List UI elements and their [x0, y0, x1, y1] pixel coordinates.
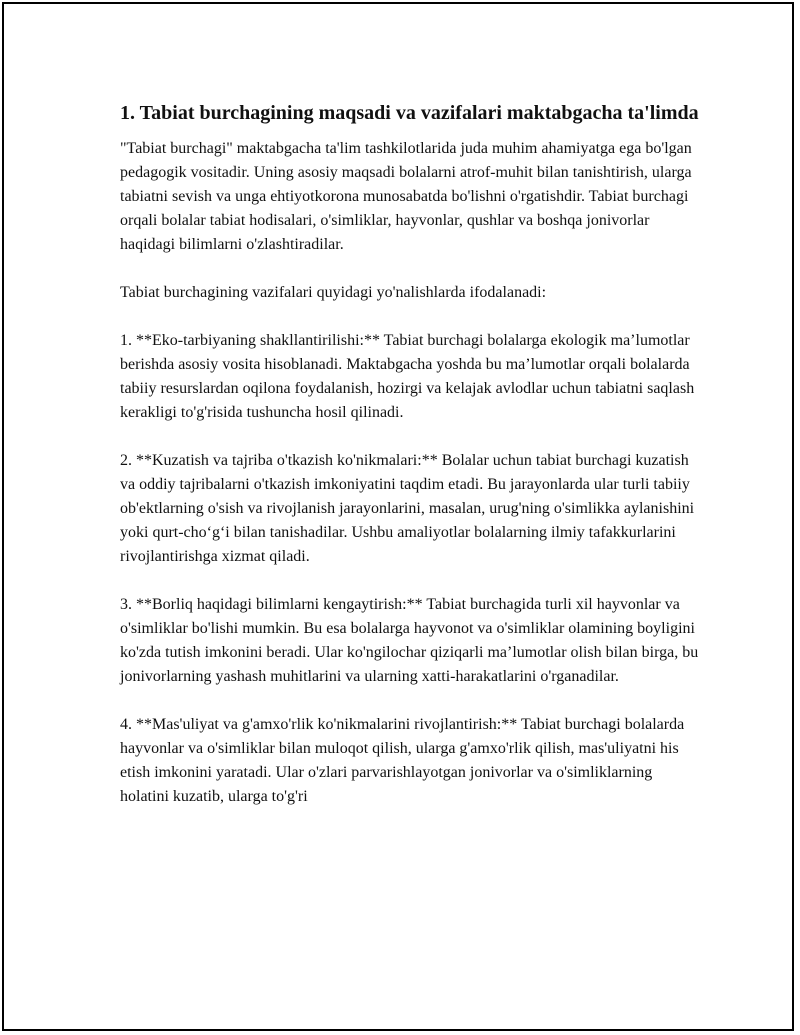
paragraph-item-1: 1. **Eko-tarbiyaning shakllantirilishi:** Tabiat burchagi bolalarga ekologik ma’lumotlar berishda asosiy vosita hisoblanadi. Maktabgacha yoshda bu ma’lumotlar orqali bolalarda tabiiy resurslardan oqilona foydalanish, hozirgi va kelajak avlodlar uchun tabiatni saqlash kerakligi to'g'risida tushuncha hosil qilinadi. [120, 332, 695, 421]
paragraph-item-2: 2. **Kuzatish va tajriba o'tkazish ko'nikmalari:** Bolalar uchun tabiat burchagi kuzatish va oddiy tajribalarni o'tkazish imkoniyatini taqdim etadi. Bu jarayonlarda ular turli tabiiy ob'ektlarning o'sish va rivojlanish jarayonlarini, masalan, urug'ning o'simlikka aylanishini yoki qurt-cho‘g‘i bilan tanishadilar. Ushbu amaliyotlar bolalarning ilmiy tafakkurlarini rivojlantirishga xizmat qiladi. [120, 452, 695, 565]
paragraph-intro: "Tabiat burchagi" maktabgacha ta'lim tashkilotlarida juda muhim ahamiyatga ega bo'lgan pedagogik vositadir. Uning asosiy maqsadi bolalarni atrof-muhit bilan tanishtirish, ularga tabiatni sevish va unga ehtiyotkorona munosabatda bo'lishni o'rgatishdir. Tabiat burchagi orqali bolalar tabiat hodisalari, o'simliklar, hayvonlar, qushlar va boshqa jonivorlar haqidagi bilimlarni o'zlashtiradilar. [120, 140, 692, 253]
paragraph-tasks-intro: Tabiat burchagining vazifalari quyidagi yo'nalishlarda ifodalanadi: [120, 284, 547, 301]
paragraph-item-4: 4. **Mas'uliyat va g'amxo'rlik ko'nikmalarini rivojlantirish:** Tabiat burchagi bolalarda hayvonlar va o'simliklar bilan muloqot qilish, ularga g'amxo'rlik qilish, mas'uliyatni his etish imkonini yaratadi. Ular o'zlari parvarishlayotgan jonivorlar va o'simliklarning holatini kuzatib, ularga to'g'ri [120, 716, 685, 805]
document-content [120, 100, 700, 833]
section-heading: 1. Tabiat burchagining maqsadi va vazifalari maktabgacha ta'limda [120, 102, 699, 124]
document-page [2, 2, 794, 1031]
paragraph-item-3: 3. **Borliq haqidagi bilimlarni kengaytirish:** Tabiat burchagida turli xil hayvonlar va o'simliklar bo'lishi mumkin. Bu esa bolalarga hayvonot va o'simliklar olamining boyligini ko'zda tutish imkonini beradi. Ular ko'ngilochar qiziqarli ma’lumotlar olish bilan birga, bu jonivorlarning yashash muhitlarini va ularning xatti-harakatlarini o'rganadilar. [120, 596, 699, 685]
